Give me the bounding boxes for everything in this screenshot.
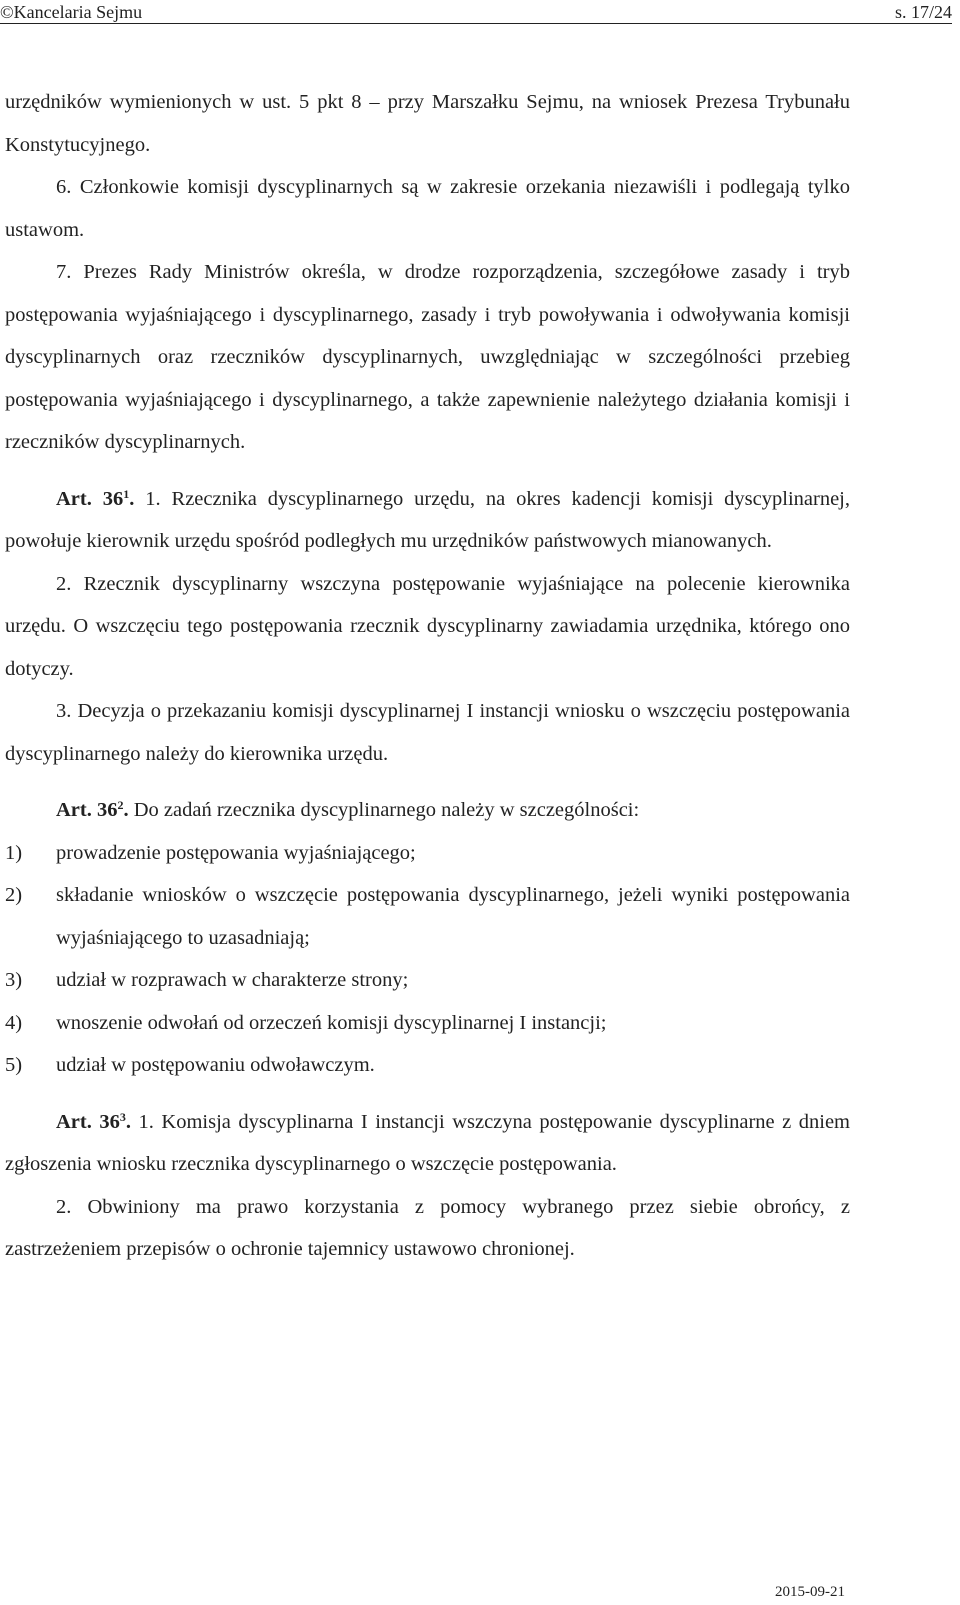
list-item-text: wnoszenie odwołań od orzeczeń komisji dyscyplinarnej I instancji; xyxy=(56,1011,607,1034)
article-36-3-para-1 xyxy=(5,1101,850,1186)
page-header xyxy=(0,0,960,28)
article-36-2-intro xyxy=(5,789,850,832)
article-36-1-superscript: 1 xyxy=(123,486,130,501)
article-36-1-para-2: 2. Rzecznik dyscyplinarny wszczyna postępowanie wyjaśniające na polecenie kierownika urzędu. O wszczęciu tego postępowania rzecznik dyscyplinarny zawiadamia urzędnika, którego ono dotyczy. xyxy=(5,572,850,680)
publisher-label: ©Kancelaria Sejmu xyxy=(0,2,143,22)
list-item xyxy=(5,1044,850,1087)
list-item xyxy=(5,832,850,875)
footer-date: 2015-09-21 xyxy=(775,1584,845,1600)
article-36-3-para-2: 2. Obwiniony ma prawo korzystania z pomocy wybranego przez siebie obrońcy, z zastrzeżeniem przepisów o ochronie tajemnicy ustawowo chronionej. xyxy=(5,1195,850,1260)
article-36-2-label: Art. $36^2$. xyxy=(56,798,129,821)
page-number: s. 17/24 xyxy=(894,2,952,22)
list-item-text: udział w postępowaniu odwoławczym. xyxy=(56,1054,375,1076)
list-item-number: 5) xyxy=(5,1054,23,1076)
document-body xyxy=(5,81,850,1271)
article-36-3-text: 1. Komisja dyscyplinarna I instancji wszczyna postępowanie dyscyplinarne z dniem zgłoszenia wniosku rzecznika dyscyplinarnego o wszczęcie postępowania. xyxy=(5,1110,850,1175)
paragraph-continuation: urzędników wymienionych w ust. 5 pkt 8 – przy Marszałku Sejmu, na wniosek Prezesa Trybunału Konstytucyjnego. xyxy=(5,91,850,156)
list-item-number: 1) xyxy=(5,841,23,864)
article-36-1-label: Art. $36^1$. xyxy=(56,486,135,510)
list-item xyxy=(5,959,850,1002)
list-item xyxy=(5,874,850,959)
list-item-number: 2) xyxy=(5,884,23,906)
list-item-text: składanie wniosków o wszczęcie postępowania dyscyplinarnego, jeżeli wyniki postępowania wyjaśniającego to uzasadniają; xyxy=(56,884,850,949)
article-36-2-superscript: 2 xyxy=(117,798,124,812)
list-item-text: prowadzenie postępowania wyjaśniającego; xyxy=(56,841,416,864)
article-36-3-label: Art. $36^3$. xyxy=(56,1109,131,1133)
article-36-1-text: 1. Rzecznika dyscyplinarnego urzędu, na okres kadencji komisji dyscyplinarnej, powołuje kierownik urzędu spośród podległych mu urzędników państwowych mianowanych. xyxy=(5,487,850,552)
list-item-number: 4) xyxy=(5,1011,23,1034)
article-36-2-text: Do zadań rzecznika dyscyplinarnego należy w szczególności: xyxy=(128,799,640,821)
paragraph-6: 6. Członkowie komisji dyscyplinarnych są w zakresie orzekania niezawiśli i podlegają tylko ustawom. xyxy=(5,176,850,241)
header-divider xyxy=(0,23,952,24)
list-item-text: udział w rozprawach w charakterze strony; xyxy=(56,969,409,991)
list-item xyxy=(5,1002,850,1045)
article-36-1-para-1 xyxy=(5,478,850,563)
article-36-2-list xyxy=(5,832,850,1087)
paragraph-7: 7. Prezes Rady Ministrów określa, w drodze rozporządzenia, szczegółowe zasady i tryb postępowania wyjaśniającego i dyscyplinarnego, zasady i tryb powoływania i odwoływania komisji dyscyplinarnych oraz rzeczników dyscyplinarnych, uwzględniając w szczególności przebieg postępowania wyjaśniającego i dyscyplinarnego, a także zapewnienie należytego działania komisji i rzeczników dyscyplinarnych. xyxy=(5,261,850,453)
article-36-1-para-3: 3. Decyzja o przekazaniu komisji dyscyplinarnej I instancji wniosku o wszczęciu postępowania dyscyplinarnego należy do kierownika urzędu. xyxy=(5,700,850,765)
article-36-3-superscript: 3 xyxy=(119,1109,126,1124)
list-item-number: 3) xyxy=(5,969,23,991)
